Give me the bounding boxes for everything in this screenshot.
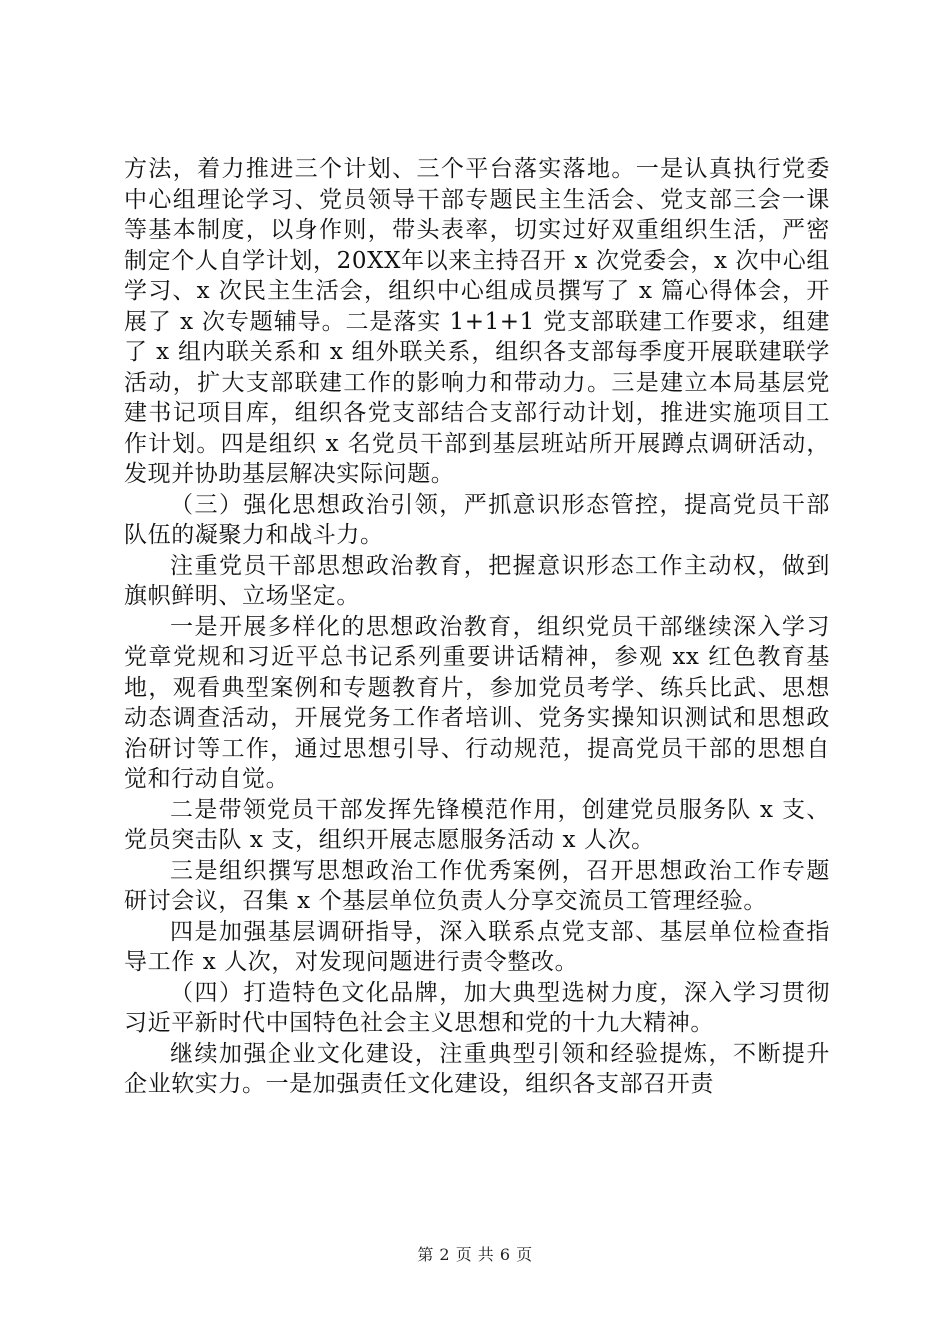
paragraph-5: 二是带领党员干部发挥先锋模范作用，创建党员服务队 x 支、党员突击队 x 支，组织开展志愿服务活动 x 人次。	[124, 796, 830, 853]
paragraph-9: 继续加强企业文化建设，注重典型引领和经验提炼，不断提升企业软实力。一是加强责任文化建设，组织各支部召开责	[124, 1040, 830, 1097]
paragraph-7: 四是加强基层调研指导，深入联系点党支部、基层单位检查指导工作 x 人次，对发现问题进行责令整改。	[124, 918, 830, 975]
paragraph-1: 方法，着力推进三个计划、三个平台落实落地。一是认真执行党委中心组理论学习、党员领导干部专题民主生活会、党支部三会一课等基本制度，以身作则，带头表率，切实过好双重组织生活，严密制定个人自学计划，20XX年以来主持召开 x 次党委会，x 次中心组学习、x 次民主生活会，组织中心组成员撰写了 x 篇心得体会，开展了 x 次专题辅导。二是落实 1+1+1 党支部联建工作要求，组建了 x 组内联关系和 x 组外联关系，组织各支部每季度开展联建联学活动，扩大支部联建工作的影响力和带动力。三是建立本局基层党建书记项目库，组织各党支部结合支部行动计划，推进实施项目工作计划。四是组织 x 名党员干部到基层班站所开展蹲点调研活动，发现并协助基层解决实际问题。	[124, 156, 830, 487]
paragraph-3: 注重党员干部思想政治教育，把握意识形态工作主动权，做到旗帜鲜明、立场坚定。	[124, 552, 830, 609]
document-body	[124, 154, 830, 1100]
paragraph-8-section-heading: （四）打造特色文化品牌，加大典型选树力度，深入学习贯彻习近平新时代中国特色社会主义思想和党的十九大精神。	[124, 979, 830, 1036]
paragraph-2-section-heading: （三）强化思想政治引领，严抓意识形态管控，提高党员干部队伍的凝聚力和战斗力。	[124, 491, 830, 548]
paragraph-4: 一是开展多样化的思想政治教育，组织党员干部继续深入学习党章党规和习近平总书记系列重要讲话精神，参观 xx 红色教育基地，观看典型案例和专题教育片，参加党员考学、练兵比武、思想动态调查活动，开展党务工作者培训、党务实操知识测试和思想政治研讨等工作，通过思想引导、行动规范，提高党员干部的思想自觉和行动自觉。	[124, 613, 830, 792]
paragraph-6: 三是组织撰写思想政治工作优秀案例，召开思想政治工作专题研讨会议，召集 x 个基层单位负责人分享交流员工管理经验。	[124, 857, 830, 914]
page-number-footer: 第 2 页 共 6 页	[417, 1245, 533, 1264]
